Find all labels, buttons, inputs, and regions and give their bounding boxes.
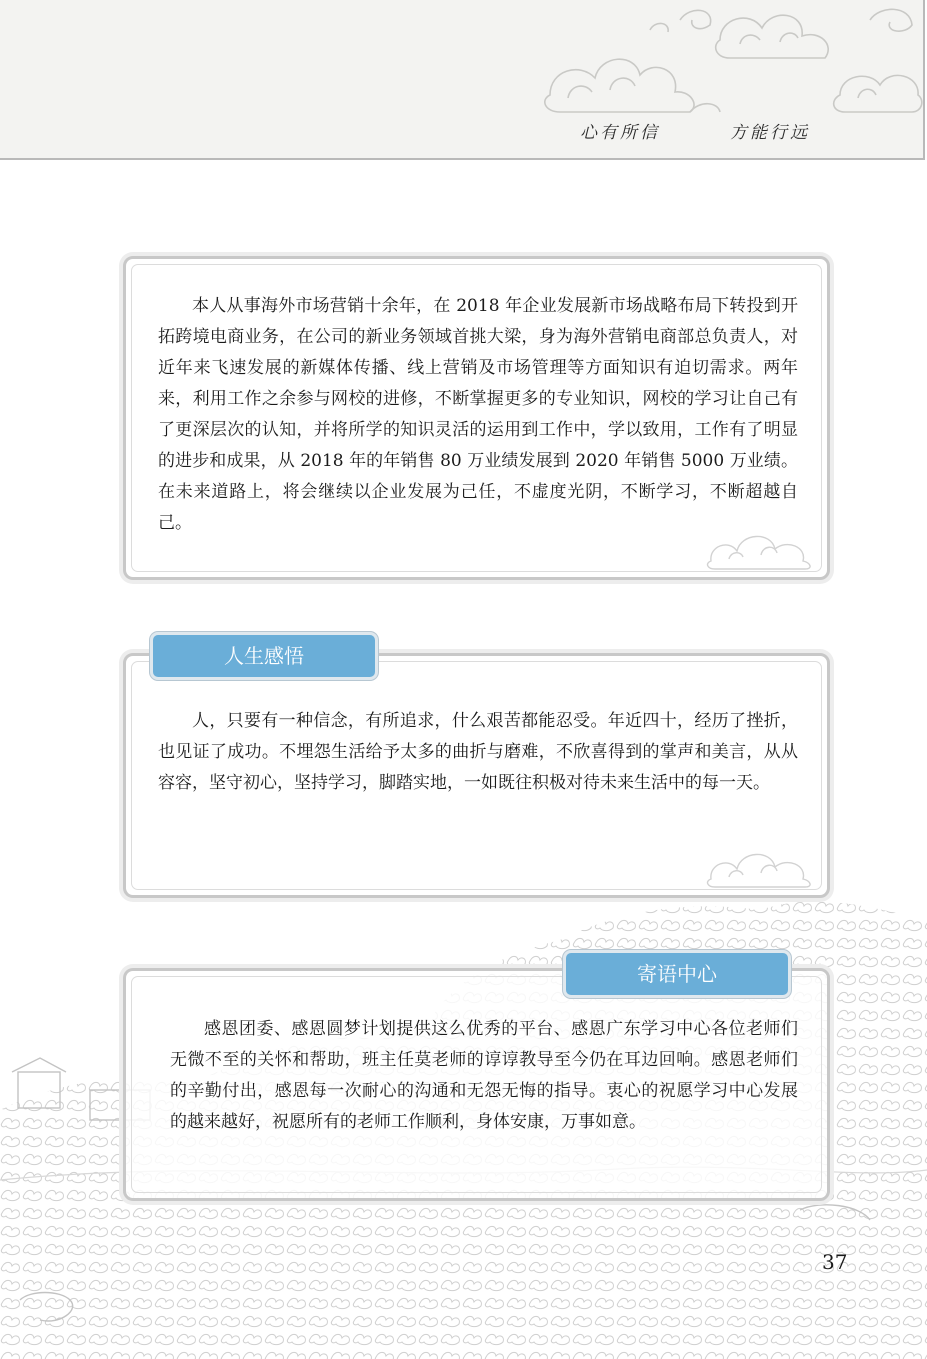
section-tab-life-insight: 人生感悟 — [150, 632, 378, 680]
message-paragraph: 感恩团委、感恩圆梦计划提供这么优秀的平台、感恩广东学习中心各位老师们无微不至的关怀和帮助，班主任莫老师的谆谆教导至今仍在耳边回响。感恩老师们的辛勤付出，感恩每一次耐心的沟通和无怨无悔的指导。衷心的祝愿学习中心发展的越来越好，祝愿所有的老师工作顺利，身体安康，万事如意。 — [170, 1019, 798, 1132]
page-number: 37 — [822, 1250, 848, 1274]
cloud-ornament-icon — [701, 829, 821, 889]
message-panel — [123, 968, 830, 1201]
life-insight-panel — [123, 653, 830, 898]
intro-paragraph: 本人从事海外市场营销十余年，在 2018 年企业发展新市场战略布局下转投到开拓跨境电商业务，在公司的新业务领域首挑大梁，身为海外营销电商部总负责人，对近年来飞速发展的新媒体传播、线上营销及市场管理等方面知识有迫切需求。两年来，利用工作之余参与网校的进修，不断掌握更多的专业知识，网校的学习让自己有了更深层次的认知，并将所学的知识灵活的运用到工作中，学以致用，工作有了明显的进步和成果，从 2018 年的年销售 80 万业绩发展到 2020 年销售 5000 万业绩。在未来道路上，将会继续以企业发展为己任，不虚度光阴，不断学习，不断超越自己。 — [158, 296, 798, 533]
intro-panel — [123, 256, 830, 580]
header-band — [0, 0, 925, 160]
motto-right: 方能行远 — [730, 123, 810, 143]
section-tab-message-to-center: 寄语中心 — [563, 950, 791, 998]
life-insight-paragraph: 人，只要有一种信念，有所追求，什么艰苦都能忍受。年近四十，经历了挫折，也见证了成功。不埋怨生活给予太多的曲折与磨难，不欣喜得到的掌声和美言，从从容容，坚守初心，坚持学习，脚踏实地，一如既往积极对待未来生活中的每一天。 — [158, 711, 798, 793]
motto-left: 心有所信 — [580, 123, 660, 143]
cloud-pattern-icon — [540, 0, 925, 125]
